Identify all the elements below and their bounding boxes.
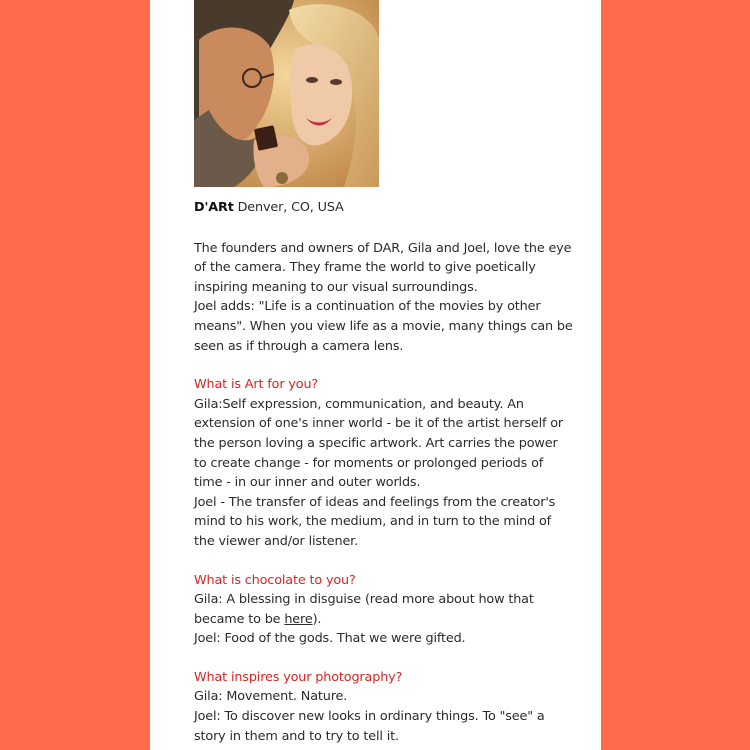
- qa-photography: [194, 668, 574, 746]
- artist-location: Denver, CO, USA: [237, 200, 344, 215]
- artist-byline: [194, 198, 574, 218]
- answer-text: Joel: Food of the gods. That we were gifted.: [194, 631, 466, 647]
- answer-text: Joel - The transfer of ideas and feelings from the creator's mind to his work, the medium, and in turn to the mind of the viewer and/or listener.: [194, 494, 556, 549]
- intro-paragraph: Joel adds: "Life is a continuation of the movies by other means". When you view life as a movie, many things can be seen as if through a camera lens.: [194, 299, 573, 354]
- here-link[interactable]: here: [284, 611, 313, 627]
- answer-text: Gila: A blessing in disguise (read more about how that became to be here).: [194, 592, 534, 627]
- article-card: [150, 0, 601, 750]
- answer-text: Joel: To discover new looks in ordinary things. To "see" a story in them and to try to tell it.: [194, 709, 545, 744]
- question-heading: What is Art for you?: [194, 377, 319, 393]
- artist-photo: [194, 0, 379, 187]
- answer-text: Gila:Self expression, communication, and beauty. An extension of one's inner world - be it of the artist herself or the person loving a specific artwork. Art carries the power to create change - for moments or prolonged periods of time - in our inner and outer worlds.: [194, 396, 564, 491]
- article-body: [194, 198, 574, 746]
- portrait-illustration: [194, 0, 379, 187]
- question-heading: What inspires your photography?: [194, 669, 403, 685]
- qa-art: [194, 375, 574, 551]
- question-heading: What is chocolate to you?: [194, 572, 356, 588]
- qa-chocolate: [194, 571, 574, 649]
- intro-text: [194, 239, 574, 357]
- intro-paragraph: The founders and owners of DAR, Gila and Joel, love the eye of the camera. They frame the world to give poetically inspiring meaning to our visual surroundings.: [194, 240, 572, 295]
- artist-name: D'ARt: [194, 200, 234, 215]
- answer-text: Gila: Movement. Nature.: [194, 689, 348, 705]
